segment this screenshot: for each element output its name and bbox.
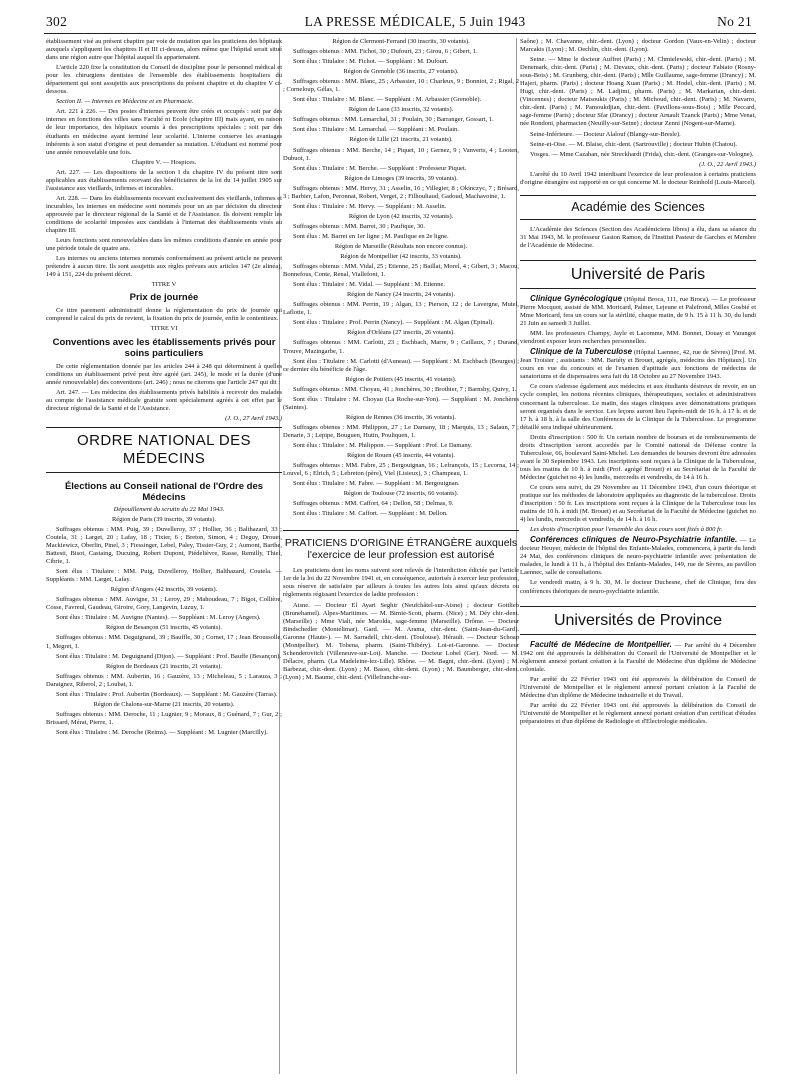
paragraph: Art. 247. — Les médecins des établissements privés habilités à recevoir des malades au compte de l'assistance médicale gratuite sont spécialement agréés à cet effet par le directeur régional de la Santé et de l'Assistance. [46,388,282,412]
paragraph: L'Académie des Sciences (Section des Académiciens libres) a élu, dans sa séance du 31 Mai 1943, M. le professeur Gaston Ramon, de l'Institut Pasteur de Garches et Membre de l'Académie de Médecine. [520,225,756,249]
paragraph: Droits d'inscription : 500 fr. Un certain nombre de bourses et de remboursements de droits d'inscription seront accordés par le Comité national de Défense contre la Tuberculose, 66, boulevard Saint-Michel. Les demandes de bourses devront être adressées avant le 30 Septembre 1943. Les inscriptions sont reçues à la Clinique de la Tuberculose, tous les matins de 10 h. à midi (Prof. agrégé Brouet) et au Secrétariat de la Faculté de Médecine (guichet no 4) les lundis, mercredis et vendredis, de 14 à 16 h. [520,433,756,481]
universites-province-heading: Universités de Province [520,606,756,635]
paragraph: Ce titre parement administratif donne la réglementation du prix de journée qui comprend le calcul du prix de revient, la fixation du prix de journée, enfin le contentieux. [46,307,282,323]
paragraph: L'arrêté du 10 Avril 1942 interdisant l'exercice de leur profession à certains praticiens d'origine étrangère est rapporté en ce qui concerne M. le docteur Reinhold (Louis-Marcel). [520,170,756,186]
region-votes: Suffrages obtenus : MM. Barret, 30 ; Paufique, 30. [293,222,426,230]
section-title: Prix de journée [129,292,199,304]
paragraph-text: — Le docteur Heuyer, médecin de l'hôpital des Enfants-Malades, commencera, à partir du lundi 24 Mai, des conférences cliniques de neuro-psychiatrie infantile avec présentation de malades, le lundi à 11 h., à l'hôpital des Enfants-Malades, 149, rue de Sèvres, au pavillon Laennec, salle de consultations. [520,537,756,577]
region-elected: Sont élus : Titulaire : M. Deguignand (Dijon). — Suppléant : Prof. Bauffe (Besançon). [56,652,282,660]
region-heading: Région de Paris (39 inscrits, 39 votants). [111,515,216,523]
subheading: Clinique Gynécologique [530,293,622,303]
region-heading: Région d'Angers (42 inscrits, 39 votants). [110,586,218,594]
page-title: LA PRESSE MÉDICALE, 5 Juin 1943 [304,14,526,29]
region-elected: Sont élus : Titulaire : Prof. Aubertin (Bordeaux). — Suppléant : M. Gauzère (Tarras). [56,690,278,698]
issue-number: No 21 [717,14,752,29]
paragraph: Saône) ; M. Chavanne, chir.-dent. (Lyon) ; docteur Gordon (Vaux-en-Velin) ; docteur Marcakis (Lyon) ; M. Oechlin, chir.-dent. (Lyon). [520,38,756,54]
paragraph: établissement visé au présent chapitre par voie de mutation que les praticiens des hôpitaux auxquels s'appliquent les chapitres II et III ci-dessus, alors même que l'hôpital serait situé dans une région autre que l'hôpital auquel ils appartenaient. [46,38,282,62]
region-heading: Région d'Orléans (27 inscrits, 26 votants). [347,329,455,337]
region-votes: Suffrages obtenus : MM. Aubertin, 16 ; Gauzère, 13 ; Micheleau, 5 ; Larauza, 3 ; Daraignez, Riberol, 2 ; Loubat, 1. [46,672,282,688]
section-heading: Section II. — Internes en Médecine et en Pharmacie. [56,98,194,106]
column-left [46,38,282,1076]
title-label: TITRE V [151,281,177,289]
paragraph: Seine-et-Oise. — M. Blaise, chir.-dent. (Sartrouville) ; docteur Hubin (Chatou). [530,140,738,148]
paragraph: De cette réglementation donnée par les articles 244 à 248 qui déterminent à quelles conditions un établissement privé peut être agréé (art. 245), le mode et la durée (d'une année renouvelable) des conventions (art. 246) ; nous ne citerons que l'article 247 qui dit : [46,362,282,386]
region-votes: Suffrages obtenus : MM. Vidal, 25 ; Etienne, 25 ; Baillat, Morel, 4 ; Gibert, 3 ; Macou, Bonnefous, Conte, Renal, Viallefont, 1. [283,263,519,279]
region-heading: Région de Laon (33 inscrits, 32 votants). [348,106,454,114]
region-votes: Suffrages obtenus : MM. Caffort, 64 ; Dellon, 58 ; Delmas, 9. [293,500,454,508]
region-heading: Région de Grenoble (36 inscrits, 27 votants). [343,68,459,76]
region-heading: Région de Montpellier (42 inscrits, 33 votants). [340,253,462,261]
region-elected: Sont élus : Titulaire : M. Blanc. — Suppléant : M. Arbassier (Grenoble). [293,96,482,104]
praticiens-heading: PRATICIENS D'ORIGINE ÉTRANGÈRE auxquels l'exercice de leur profession est autorisé [283,530,519,561]
region-elected: Sont élus : Titulaire : M. Deroche (Reims). — Suppléant : M. Lugnier (Marcilly). [56,728,268,736]
region-elected: Sont élus : Titulaire : M. Auvigne (Nantes). — Suppléant : M. Leroy (Angers). [56,614,261,622]
paragraph: Leurs fonctions sont renouvelables dans les mêmes conditions d'année en année pour une période totale de quatre ans. [46,237,282,253]
paragraph: MM. les professeurs Champy, Jayle et Lacomme, MM. Bonnet, Douay et Varangot viendront exposer leurs recherches personnelles. [520,330,756,346]
region-elected: Sont élus : Titulaire : Prof. Perrin (Nancy). — Suppléant : M. Algan (Epinal). [293,319,494,327]
paragraph-text: — Par arrêté du 4 Décembre 1942 ont été approuvés la délibération du Conseil de l'Université de Montpellier et le règlement annexé portant création à la Faculté de Médecine d'un diplôme de Médecine coloniale. [520,641,756,673]
paragraph: Art. 221 à 226. — Des postes d'internes peuvent être créés et occupés : soit par des internes en fonctions des villes sans Faculté ni Ecole (chapitre III) mais ayant, en raison de leur importance, des hôpitaux soumis à des prescriptions spéciales ; soit par des étudiants en médecine ayant terminé leur scolarité. L'interne conserve les avantages inhérents à son statut d'origine et peut demander sa mutation. L'étudiant est nommé pour une année renouvelable une fois. [46,108,282,156]
ordre-heading: ORDRE NATIONAL DES MÉDECINS [46,427,282,473]
paragraph: Les droits d'inscription pour l'ensemble des deux cours sont fixés à 800 fr. [530,526,723,534]
paragraph: L'article 220 fixe la constitution du Conseil de discipline pour le personnel médical et pour les chirurgiens dentistes de l'ensemble des établissements hospitaliers du département qui sont assujettis aux prescriptions du présent chapitre et du chapitre V ci-dessous. [46,64,282,96]
region-elected: Sont élus : Titulaire : M. Lemarchal. — Suppléant : M. Poulain. [293,126,459,134]
region-elected: Sont élus : Titulaire : MM. Puig, Duvelleroy, Hollier, Balthazard, Coutela. — Suppléants : MM. Larget, Lafay. [46,568,282,584]
column-middle [283,38,519,1076]
source-citation: (J. O., 22 Avril 1943.) [699,160,756,168]
region-heading: Région de Bordeaux (21 inscrits, 21 votants). [105,662,223,670]
region-heading: Région de Nancy (24 inscrits, 24 votants). [347,291,455,299]
region-votes: Suffrages obtenus : MM. Auvigne, 31 ; Leroy, 29 ; Mahoudeau, 7 ; Bigot, Collière, Cosse, Favreul, Gaudeau, Giroire, Gory, Langevin, Luzuy, 1. [46,596,282,612]
page-number: 302 [46,14,68,29]
region-heading: Région de Besançon (51 inscrits, 45 votants). [105,624,223,632]
region-votes: Suffrages obtenus : MM. Deroche, 11 ; Lugnier, 9 ; Moraux, 8 ; Guénard, 7 ; Gur, 2 ; Brissard, Mérat, Pierre, 1. [46,710,282,726]
region-votes: Suffrages obtenus : MM. Lemarchal, 31 ; Poulain, 30 ; Barranger, Gossart, 1. [293,116,494,124]
title-label: TITRE VI [150,325,178,333]
region-heading: Région de Toulouse (72 inscrits, 66 votants). [343,490,459,498]
region-heading: Région de Lyon (42 inscrits, 32 votants). [348,212,454,220]
column-right [520,38,756,1076]
paragraph: Art. 227. — Les dispositions de la section I du chapitre IV du présent titre sont applicables aux établissements recevant des bénéficiaires de la loi du 14 juillet 1905 sur l'assistance aux vieillards, infirmes et incurables. [46,168,282,192]
praticiens-list: Aisne. — Docteur El Ayari Seghir (Neufchâtel-sur-Aisne) ; docteur Gottlieb (Brunehamel). Alpes-Maritimes. — M. Birnie-Scott, pharm. (Nice) ; M. Déy chir.-dent. (Marseille) ; Mme Viali, née Marolda, sage-femme (Marseille). Drôme. — Docteur Bindschedler (Montélimar). Gard. — M. Arama, chir.-dent. (Saint-Jean-du-Gard). Garonne (Haute-). — M. Sarradell, chir.-dent. (Toulouse). Hérault. — Docteur Schoap (Montpellier). M. Tobena, pharm. (Saint-Thibéry). Lot-et-Garonne. — Docteur Schenderovitch (Villeneuve-sur-Lot). Manche. — Docteur Lobel (Ger). Nord. — M. Délacre, pharm. (La Madeleine-lez-Lille). Rhône. — M. Bagni, chir.-dent. (Lyon) ; M. Barbezat, chir.-dent. (Lyon) ; M. Basso, chir.-dent. (Lyon) ; M. Baumberger, chir.-dent. (Lyon) ; M. Baume, chir.-dent. (Villefranche-sur- [283,601,519,681]
region-heading: Région de Chalons-sur-Marne (21 inscrits, 20 votants). [93,700,235,708]
paragraph: Par arrêté du 22 Février 1943 ont été approuvés la délibération du Conseil de l'Université de Montpellier et le règlement annexé portant création à la Faculté de Médecine d'un diplôme de Médecine industrielle et du Travail. [520,675,756,699]
region-elected: Sont élus : Titulaire : M. Fichot. — Suppléant : M. Dufourt. [293,58,449,66]
region-elected: Sont élus : Titulaire : M. Berche. — Suppléant : Professeur Piquet. [293,164,467,172]
region-heading: Région de Rennes (36 inscrits, 36 votants). [345,413,457,421]
paragraph-text: (Hôpital Laennec, 42, rue de Sèvres) [Prof. M. Jean Troisier ; assistants : MM. Bariéty et Brouet, agrégés, médecins des Hôpitaux]. Un cours en vue du concours et de l'examen d'aptitude aux fonctions de médecins de sanatoriums et de dispensaires sera fait du 18 Octobre au 27 Novembre 1943. [520,349,756,381]
paragraph: Ce cours sera suivi, du 29 Novembre au 11 Décembre 1943, d'un cours théorique et pratique sur les méthodes de laboratoire appliquées au diagnostic de la tuberculose. Droits d'inscription : 50 fr. Les inscriptions sont reçues à la Clinique de la Tuberculose tous les matins de 10 h. à midi (M. Brouet) et au Secrétariat de la Faculté de Médecine (guichet no 4) les lundis, mercredis et vendredis, de 14 h. à 16 h. [520,483,756,524]
region-heading: Région de Limoges (39 inscrits, 39 votants). [344,174,458,182]
region-elected: Sont élus : Titulaire : M. Philippon. — Suppléant : Prof. Le Damany. [293,441,473,449]
paragraph [520,536,756,577]
region-elected: Sont élus : Titulaire : M. Hervy. — Suppléant : M. Asselin. [293,202,447,210]
paragraph [520,295,756,328]
region-elected: Sont élus : Titulaire : M. Choyau (La Roche-sur-Yon). — Suppléant : M. Jonchères (Saintes). [283,395,519,411]
section-title: Conventions avec les établissements privés pour soins particuliers [52,336,276,359]
paragraph: Art. 228. — Dans les établissements recevant exclusivement des vieillards, infirmes et incurables, les internes en médecine sont nommés pour un an par décision du directeur approuvée par le directeur régional de la Santé et de l'Assistance. Ils doivent remplir les conditions de scolarité imposées aux candidats à l'internat des établissements visés au chapitre III. [46,194,282,235]
region-elected: Sont élus : M. Barret en 1er ligne ; M. Paufique en 2e ligne. [293,232,449,240]
region-heading: Région de Marseille (Résultats non encore connus). [334,242,468,250]
region-votes: Suffrages obtenus : MM. Blanc, 25 ; Arbassier, 10 ; Charleux, 9 ; Bonniot, 2 ; Rigal, 2 ; Corneloup, Gélas, 1. [283,78,519,94]
region-heading: Région de Lille (21 inscrits, 21 votants). [349,136,453,144]
academie-heading: Académie des Sciences [520,195,756,220]
paragraph [520,641,756,674]
region-elected: Sont élus : Titulaire : M. Carlotti (d'Auneau). — Suppléant : M. Eschbach (Bourges) ; ce dernier élu bénéficie de l'âge. [283,357,519,373]
region-votes: Suffrages obtenus : MM. Puig, 39 ; Duvelleroy, 37 ; Hollier, 36 ; Balthazard, 33 ; Coutela, 31 ; Larget, 20 ; Lafay, 18 ; Tixier, 6 ; Breton, Simon, 4 ; Deguy, Drouet, Mackiewicz, Oberlin, Pinel, 3 ; Fiessinger, Lebel, Paley, Tissier-Guy, 2 ; Aumont, Barthe, Battesti, Bisot, Castaing, Ducuing, Robert Dupont, Piédelièvre, Rasse, Remilly, Thiel, Cibrie, 1. [46,525,282,566]
region-votes: Suffrages obtenus : MM. Philippon, 27 ; Le Damany, 18 ; Marquis, 13 ; Salaun, 7 ; Denarie, 3 ; Lepipe, Bouguen, Hutin, Pouliquen, 1. [283,423,519,439]
region-votes: Suffrages obtenus : MM. Deguignand, 39 ; Bauffle, 30 ; Cornet, 17 ; Jean Broussolle, 1, Megret, 1. [46,634,282,650]
region-elected: Sont élus : Titulaire : M. Vidal. — Suppléant : M. Etienne. [293,281,446,289]
elections-subtitle: Dépouillement du scrutin du 22 Mai 1943. [113,505,225,513]
header-rule [44,33,756,34]
subheading: Faculté de Médecine de Montpellier. [530,639,672,649]
region-heading: Région de Rouen (45 inscrits, 44 votants). [347,452,455,460]
universite-paris-heading: Université de Paris [520,260,756,289]
region-elected: Sont élus : Titulaire : M. Caffort. — Suppléant : M. Dellon. [293,510,448,518]
region-votes: Suffrages obtenus : MM. Perrin, 19 ; Algan, 13 ; Pierson, 12 ; de Lavergne, Mutel, Laflotte, 1. [283,301,519,317]
elections-title: Élections au Conseil national de l'Ordre des Médecins [64,480,264,503]
subheading: Clinique de la Tuberculose [530,347,633,357]
region-votes: Suffrages obtenus : MM. Hervy, 31 ; Asselin, 16 ; Villegier, 8 ; Okinczyc, 7 ; Brésard, 3 ; Barbier, Lafon, Peronnat, Robert, Verget, 2 ; Filhouliaud, Gadoud, Machavoine, 1. [283,184,519,200]
paragraph: Vosges. — Mme Cazaban, née Streckhardt (Frida), chir.-dent. (Granges-sur-Vologne). [530,150,754,158]
region-votes: Suffrages obtenus : MM. Fabre, 25 ; Bergouignan, 16 ; Lefrançois, 15 ; Lecorna, 14 ; Louvel, 6 ; Elrich, 5 ; Lebreton (père), Viel (Lisieux), 3 ; Champeau, 1. [283,462,519,478]
region-heading: Région de Clermont-Ferrand (30 inscrits, 30 votants). [332,38,470,45]
region-votes: Suffrages obtenus : MM. Carlotti, 23 ; Eschbach, Marre, 9 ; Caillaux, 7 ; Durand, Trouve, Mazingarbe, 1. [283,339,519,355]
source-citation: (J. O., 27 Avril 1943.) [225,414,282,422]
region-heading: Région de Poitiers (45 inscrits, 41 votants). [345,375,457,383]
paragraph [520,348,756,381]
paragraph: Les internes ou anciens internes nommés conformément au présent article ne peuvent prétendre à aucun titre. Ils sont assujettis aux règles prévues aux articles 147 (2e alinéa), 149 à 151, 224 du présent décret. [46,255,282,279]
region-votes: Suffrages obtenus : MM. Fichot, 30 ; Dufourt, 23 ; Girou, 6 ; Gibert, 1. [293,48,478,56]
chapter-heading: Chapitre V. — Hospices. [131,158,197,166]
region-votes: Suffrages obtenus : MM. Choyau, 41 ; Jonchères, 30 ; Brothier, 7 ; Barnsby, Quivy, 1. [293,385,517,393]
paragraph: Seine. — Mme le docteur Auffret (Paris) ; M. Chmielewski, chir.-dent. (Paris) ; M. Denemark, chir.-dent. (Paris) ; M. Devaux, chir.-dent. (Paris) ; docteur Fabiato (Rosny-sous-Bois) ; M. Grunberg, chir.-dent. (Paris) ; Mlle Guillaume, sage-femme (Drancy) ; M. Hajeri, pharm. (Paris) ; docteur Hoang Xuan (Paris) ; M. Hodel, chir.-dent. (Paris) ; M. Hugi, chir.-dent. (Paris) ; M. Ladjimi, pharm. (Paris) ; M. Markarian, chir.-dent. (Vincennes) ; docteur Matsoukis (Paris) ; M. Michoud, chir.-dent. (Paris) ; M. Navarro, chir.-dent. (Paris) ; M. Pamoukdjian, chir.-dent. (Pavillons-sous-Bois) ; Mlle Peccard, sage-femme (Paris) ; docteur Sfar (Drancy) ; docteur Arnault Tzanck (Paris) ; Mme Venat, née Rondoni, pharmacien (Neuilly-sur-Seine) ; docteur Zenni (Nogent-sur-Marne). [520,56,756,128]
paragraph: Ce cours s'adresse également aux médecins et aux étudiants désireux de revoir, en un cycle complet, les notions récentes cliniques, thérapeutiques, sociales et administratives concernant la tuberculose. Le matin, des stages cliniques avec démonstrations pratiques seront organisés dans le service. Les leçons auront lieu l'après-midi de 16 h. à 17 h. et de 17 h. à 18 h. à la salle des Conférences de la Clinique de la Tuberculose. Le programme détaillé sera indiqué ultérieurement. [520,383,756,431]
paragraph-text: (Hôpital Broca, 111, rue Broca). — Le professeur Pierre Mocquot, assisté de MM. Moricard, Palmer, Lejeune et Palefrond, Mlles Gosbié et Mme Moricard, fera un cours sur la stérilité, chaque matin, de 9 h. 15 à 11 h. 30, du lundi 21 Juin au samedi 3 Juillet. [520,295,756,328]
paragraph: Le vendredi matin, à 9 h. 30, M. le docteur Duchesne, chef de Clinique, fera des conférences théoriques de neuro-psychiatrie infantile. [520,579,756,595]
paragraph: Par arrêté du 22 Février 1943 ont été approuvés la délibération du Conseil de l'Université de Montpellier et le règlement annexé portant création d'un certificat d'études préparatoires et d'un diplôme de Radiologie et d'Electrologie médicales. [520,701,756,725]
subheading: Conférences cliniques de Neuro-Psychiatrie infantile. [530,535,738,545]
region-votes: Suffrages obtenus : MM. Berche, 14 ; Piquet, 10 ; Gernez, 9 ; Vanverts, 4 ; Looten, Dubuot, 1. [283,146,519,162]
paragraph: Seine-Inférieure. — Docteur Alalouf (Blangy-sur-Bresle). [530,130,681,138]
paragraph: Les praticiens dont les noms suivent sont relevés de l'interdiction édictée par l'article 1er de la loi du 22 Novembre 1941 et, en conséquence, autorisés à exercer leur profession, sous réserve de satisfaire par ailleurs à toutes les autres lois ainsi qu'aux décrets ou règlements régissant l'exercice de ladite profession : [283,567,519,599]
region-elected: Sont élus : Titulaire : M. Fabre. — Suppléant : M. Bergouignan. [293,480,460,488]
